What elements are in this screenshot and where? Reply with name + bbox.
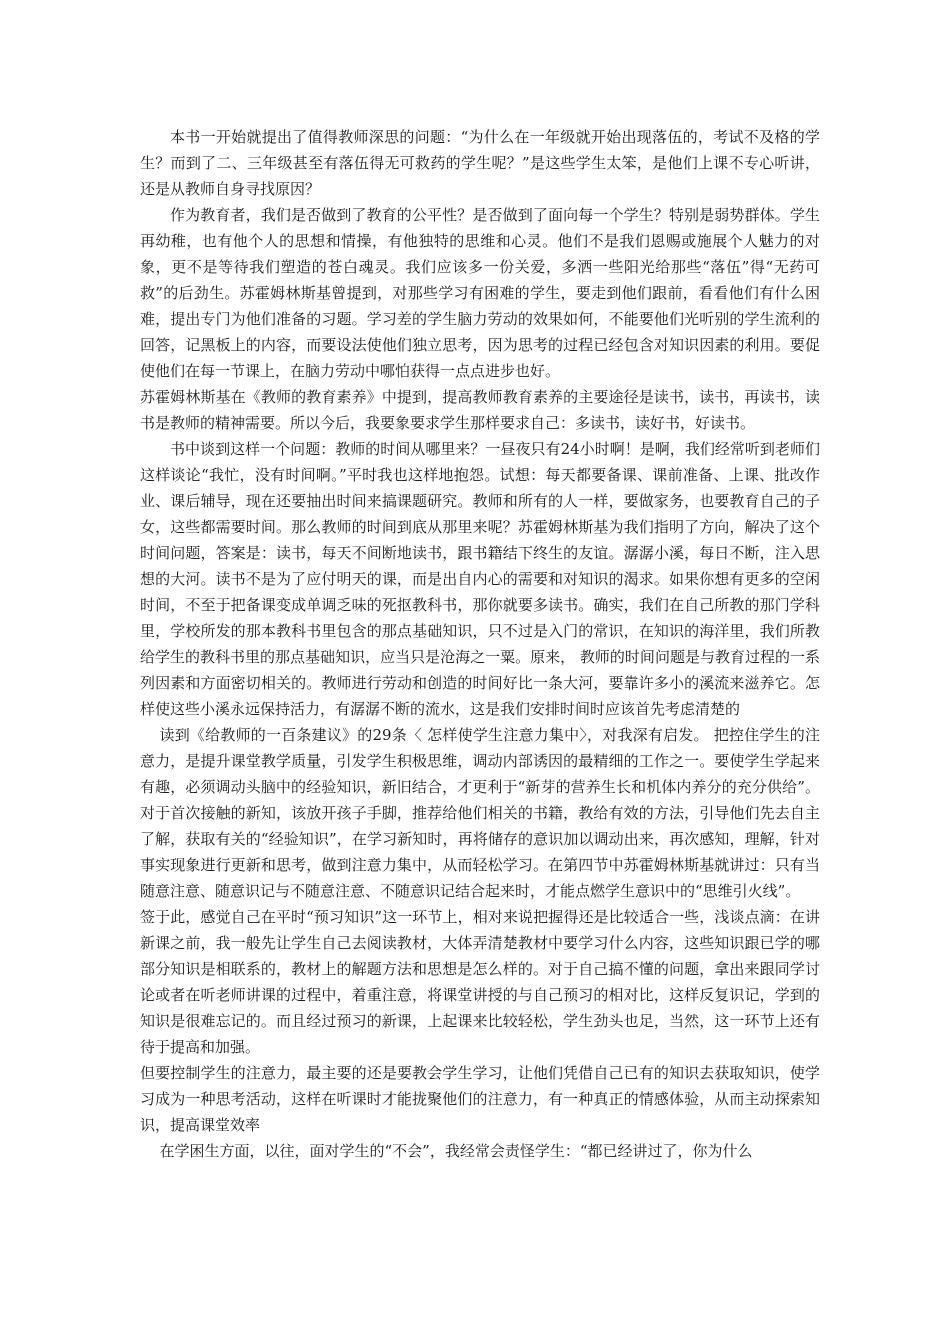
- paragraph-5: 读到《给教师的一百条建议》的29条〈 怎样使学生注意力集中〉，对我深有启发。 把控住学生的注意力，是提升课堂教学质量，引发学生积极思维，调动内部诱因的最精细的工作之一。要使学生学起来有趣，必须调动头脑中的经验知识，新旧结合，才更利于“新芽的营养生长和机体内养分的充分供给”。对于首次接触的新知，该放开孩子手脚，推荐给他们相关的书籍，教给有效的方法，引导他们先去自主了解，获取有关的“经验知识”，在学习新知时，再将储存的意识加以调动出来，再次感知，理解，针对事实现象进行更新和思考，做到注意力集中，从而轻松学习。在第四节中苏霍姆林斯基就讲过：只有当随意注意、随意识记与不随意注意、不随意识记结合起来时，才能点燃学生意识中的“思维引火线”。: [140, 726, 820, 900]
- paragraph-4: 书中谈到这样一个问题：教师的时间从哪里来？一昼夜只有24小时啊！是啊，我们经常听到老师们这样谈论“我忙，没有时间啊。”平时我也这样地抱怨。试想：每天都要备课、课前准备、上课、批改作业、课后辅导，现在还要抽出时间来搞课题研究。教师和所有的人一样，要做家务，也要教育自己的子女，这些都需要时间。那么教师的时间到底从那里来呢？苏霍姆林斯基为我们指明了方向，解决了这个时间问题，答案是：读书，每天不间断地读书，跟书籍结下终生的友谊。潺潺小溪，每日不断，注入思想的大河。读书不是为了应付明天的课，而是出自内心的需要和对知识的渴求。如果你想有更多的空闲时间，不至于把备课变成单调乏味的死抠教科书，那你就要多读书。确实，我们在自己所教的那门学科里，学校所发的那本教科书里包含的那点基础知识，只不过是入门的常识，在知识的海洋里，我们所教给学生的教科书里的那点基础知识，应当只是沧海之一粟。原来， 教师的时间问题是与教育过程的一系列因素和方面密切相关的。教师进行劳动和创造的时间好比一条大河，要靠许多小的溪流来滋养它。怎样使这些小溪永远保持活力，有潺潺不断的流水，这是我们安排时间时应该首先考虑清楚的: [140, 440, 820, 718]
- paragraph-6: 签于此，感觉自己在平时“预习知识”这一环节上，相对来说把握得还是比较适合一些，浅谈点滴：在讲新课之前，我一般先让学生自己去阅读教材，大体弄清楚教材中要学习什么内容，这些知识跟已学的哪部分知识是相联系的，教材上的解题方法和思想是怎么样的。对于自己搞不懂的问题，拿出来跟同学讨论或者在听老师讲课的过程中，着重注意，将课堂讲授的与自己预习的相对比，这样反复识记，学到的知识是很难忘记的。而且经过预习的新课，上起课来比较轻松，学生劲头也足，当然，这一环节上还有待于提高和加强。: [140, 908, 820, 1056]
- paragraph-2: 作为教育者，我们是否做到了教育的公平性？是否做到了面向每一个学生？特别是弱势群体。学生再幼稚，也有他个人的思想和情操，有他独特的思维和心灵。他们不是我们恩赐或施展个人魅力的对象，更不是等待我们塑造的苍白魂灵。我们应该多一份关爱，多洒一些阳光给那些“落伍”得“无药可救”的后劲生。苏霍姆林斯基曾提到，对那些学习有困难的学生，要走到他们跟前，看看他们有什么困难，提出专门为他们准备的习题。学习差的学生脑力劳动的效果如何，不能要他们光听别的学生流利的回答，记黑板上的内容，而要设法使他们独立思考，因为思考的过程已经包含对知识因素的利用。要促使他们在每一节课上，在脑力劳动中哪怕获得一点点进步也好。: [140, 206, 820, 380]
- paragraph-1: 本书一开始就提出了值得教师深思的问题：“为什么在一年级就开始出现落伍的，考试不及格的学生？而到了二、三年级甚至有落伍得无可救药的学生呢？”是这些学生太笨，是他们上课不专心听讲，还是从教师自身寻找原因？: [140, 128, 820, 198]
- paragraph-7: 但要控制学生的注意力，最主要的还是要教会学生学习，让他们凭借自己已有的知识去获取知识，使学习成为一种思考活动，这样在听课时才能拢聚他们的注意力，有一种真正的情感体验，从而主动探索知识，提高课堂效率: [140, 1064, 820, 1134]
- paragraph-3: 苏霍姆林斯基在《教师的教育素养》中提到，提高教师教育素养的主要途径是读书，读书，再读书，读书是教师的精神需要。所以今后，我要象要求学生那样要求自己：多读书，读好书，好读书。: [140, 388, 820, 432]
- document-body: [140, 124, 820, 1164]
- paragraph-8: 在学困生方面，以往，面对学生的“不会”，我经常会责怪学生：“都已经讲过了，你为什么: [159, 1142, 753, 1160]
